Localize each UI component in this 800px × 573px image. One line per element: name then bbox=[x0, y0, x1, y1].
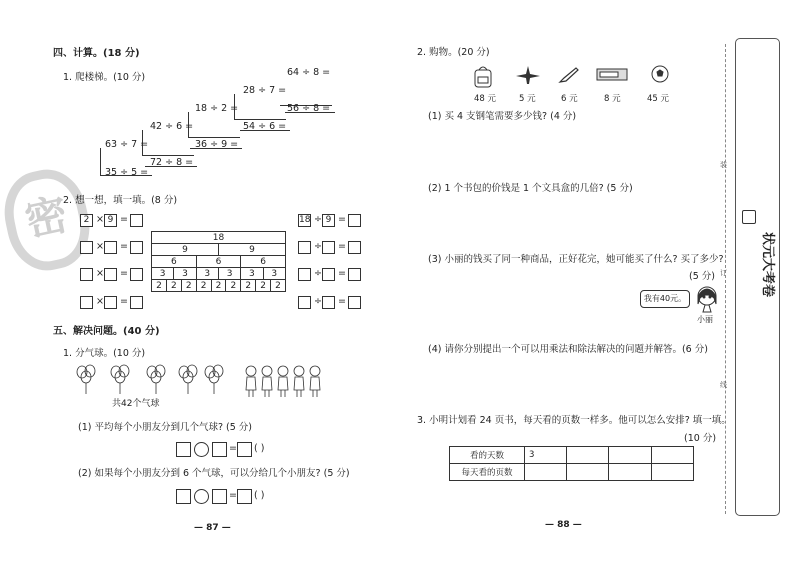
pencil-box-icon bbox=[596, 66, 628, 82]
page-number-left: — 87 — bbox=[194, 523, 231, 533]
answer-box[interactable] bbox=[348, 268, 361, 281]
answer-box[interactable] bbox=[298, 241, 311, 254]
price: 6 元 bbox=[561, 94, 578, 104]
section-4-title: 四、计算。(18 分) bbox=[53, 48, 140, 59]
section-5-title: 五、解决问题。(40 分) bbox=[53, 326, 160, 337]
balloon-caption: 共42个气球 bbox=[112, 399, 160, 409]
operator-circle[interactable] bbox=[194, 442, 209, 457]
reading-plan-table: 看的天数 3 每天看的页数 bbox=[449, 446, 694, 481]
stair-problem: 56 ÷ 8 = bbox=[287, 103, 331, 114]
answer-box[interactable] bbox=[298, 268, 311, 281]
answer-box[interactable] bbox=[130, 241, 143, 254]
table-cell[interactable]: 3 bbox=[525, 447, 567, 464]
stair-problem: 35 ÷ 5 = bbox=[105, 167, 149, 178]
answer-box: 2 bbox=[80, 214, 93, 227]
stair-problem: 36 ÷ 9 = bbox=[195, 139, 239, 150]
answer-box[interactable] bbox=[130, 268, 143, 281]
price: 45 元 bbox=[647, 94, 670, 104]
plane-toy-icon bbox=[515, 64, 541, 86]
binding-line bbox=[725, 44, 726, 514]
watermark-stamp: 密 bbox=[0, 163, 97, 278]
price: 48 元 bbox=[474, 94, 497, 104]
answer-box[interactable] bbox=[348, 241, 361, 254]
q1-title: 1. 爬楼梯。(10 分) bbox=[63, 72, 146, 83]
answer-box[interactable] bbox=[104, 268, 117, 281]
page-number-right: — 88 — bbox=[545, 520, 582, 530]
table-cell[interactable] bbox=[609, 464, 651, 481]
price: 5 元 bbox=[519, 94, 536, 104]
stair-problem: 64 ÷ 8 = bbox=[287, 67, 331, 78]
stair-problem: 42 ÷ 6 = bbox=[150, 121, 194, 132]
balloon-question-1: (1) 平均每个小朋友分到几个气球? (5 分) bbox=[78, 422, 253, 433]
answer-box: 9 bbox=[104, 214, 117, 227]
girl-name: 小丽 bbox=[697, 315, 713, 324]
answer-box[interactable] bbox=[130, 296, 143, 309]
reading-plan-question: 3. 小明计划看 24 页书，每天看的页数一样多。他可以怎么安排? 填一填。 bbox=[417, 415, 731, 426]
table-cell[interactable] bbox=[525, 464, 567, 481]
answer-box[interactable] bbox=[237, 489, 252, 504]
unit-parentheses: ( ) bbox=[254, 490, 265, 501]
shop-question-1: (1) 买 4 支钢笔需要多少钱? (4 分) bbox=[428, 111, 577, 122]
shop-question-3: (3) 小丽的钱买了同一种商品，正好花完，她可能买了什么? 买了多少? bbox=[428, 254, 724, 265]
shopping-title: 2. 购物。(20 分) bbox=[417, 47, 490, 58]
answer-box[interactable] bbox=[176, 489, 191, 504]
children-icon bbox=[243, 364, 323, 398]
answer-box[interactable] bbox=[298, 296, 311, 309]
speech-bubble: 我有40元。 bbox=[640, 290, 690, 308]
brand-logo: 状元大考卷 bbox=[760, 232, 775, 298]
answer-box[interactable] bbox=[80, 296, 93, 309]
balloons-icon bbox=[74, 364, 224, 396]
table-cell[interactable] bbox=[651, 447, 693, 464]
reading-plan-score: (10 分) bbox=[684, 433, 717, 444]
table-cell[interactable] bbox=[567, 464, 609, 481]
brand-emblem-icon bbox=[742, 210, 756, 224]
answer-box[interactable] bbox=[212, 442, 227, 457]
binding-label: 装 bbox=[720, 161, 727, 169]
backpack-icon bbox=[472, 64, 494, 88]
answer-box[interactable] bbox=[130, 214, 143, 227]
answer-box[interactable] bbox=[322, 296, 335, 309]
soccer-ball-icon bbox=[650, 64, 670, 84]
table-cell[interactable] bbox=[651, 464, 693, 481]
stair-problem: 54 ÷ 6 = bbox=[243, 121, 287, 132]
q2-title: 2. 想一想，填一填。(8 分) bbox=[63, 195, 178, 206]
binding-label: 线 bbox=[720, 381, 727, 389]
unit-parentheses: ( ) bbox=[254, 443, 265, 454]
shop-question-3-score: (5 分) bbox=[689, 271, 715, 282]
balloon-question-2: (2) 如果每个小朋友分到 6 个气球，可以分给几个小朋友? (5 分) bbox=[78, 468, 350, 479]
binding-label: 订 bbox=[720, 269, 727, 277]
balloon-title: 1. 分气球。(10 分) bbox=[63, 348, 146, 359]
answer-box[interactable] bbox=[348, 296, 361, 309]
girl-icon bbox=[694, 284, 720, 314]
answer-box: 9 bbox=[322, 214, 335, 227]
answer-box[interactable] bbox=[80, 268, 93, 281]
table-cell[interactable] bbox=[609, 447, 651, 464]
answer-box: 18 bbox=[299, 215, 311, 225]
table-cell[interactable] bbox=[567, 447, 609, 464]
shop-question-4: (4) 请你分别提出一个可以用乘法和除法解决的问题并解答。(6 分) bbox=[428, 344, 708, 355]
bar-model: 18 9 9 6 6 6 3 3 3 3 3 3 2 2 2 2 2 2 2 2 2 bbox=[151, 231, 286, 292]
answer-box[interactable] bbox=[80, 241, 93, 254]
operator-circle[interactable] bbox=[194, 489, 209, 504]
stair-problem: 18 ÷ 2 = bbox=[195, 103, 239, 114]
pen-icon bbox=[558, 66, 580, 84]
stair-problem: 72 ÷ 8 = bbox=[150, 157, 194, 168]
answer-box[interactable] bbox=[212, 489, 227, 504]
stair-problem: 28 ÷ 7 = bbox=[243, 85, 287, 96]
price: 8 元 bbox=[604, 94, 621, 104]
shop-question-2: (2) 1 个书包的价钱是 1 个文具盒的几倍? (5 分) bbox=[428, 183, 633, 194]
answer-box[interactable] bbox=[348, 214, 361, 227]
answer-box[interactable] bbox=[104, 296, 117, 309]
answer-box[interactable] bbox=[237, 442, 252, 457]
answer-box[interactable] bbox=[322, 268, 335, 281]
answer-box[interactable] bbox=[104, 241, 117, 254]
answer-box[interactable] bbox=[322, 241, 335, 254]
stair-problem: 63 ÷ 7 = bbox=[105, 139, 149, 150]
answer-box[interactable] bbox=[176, 442, 191, 457]
